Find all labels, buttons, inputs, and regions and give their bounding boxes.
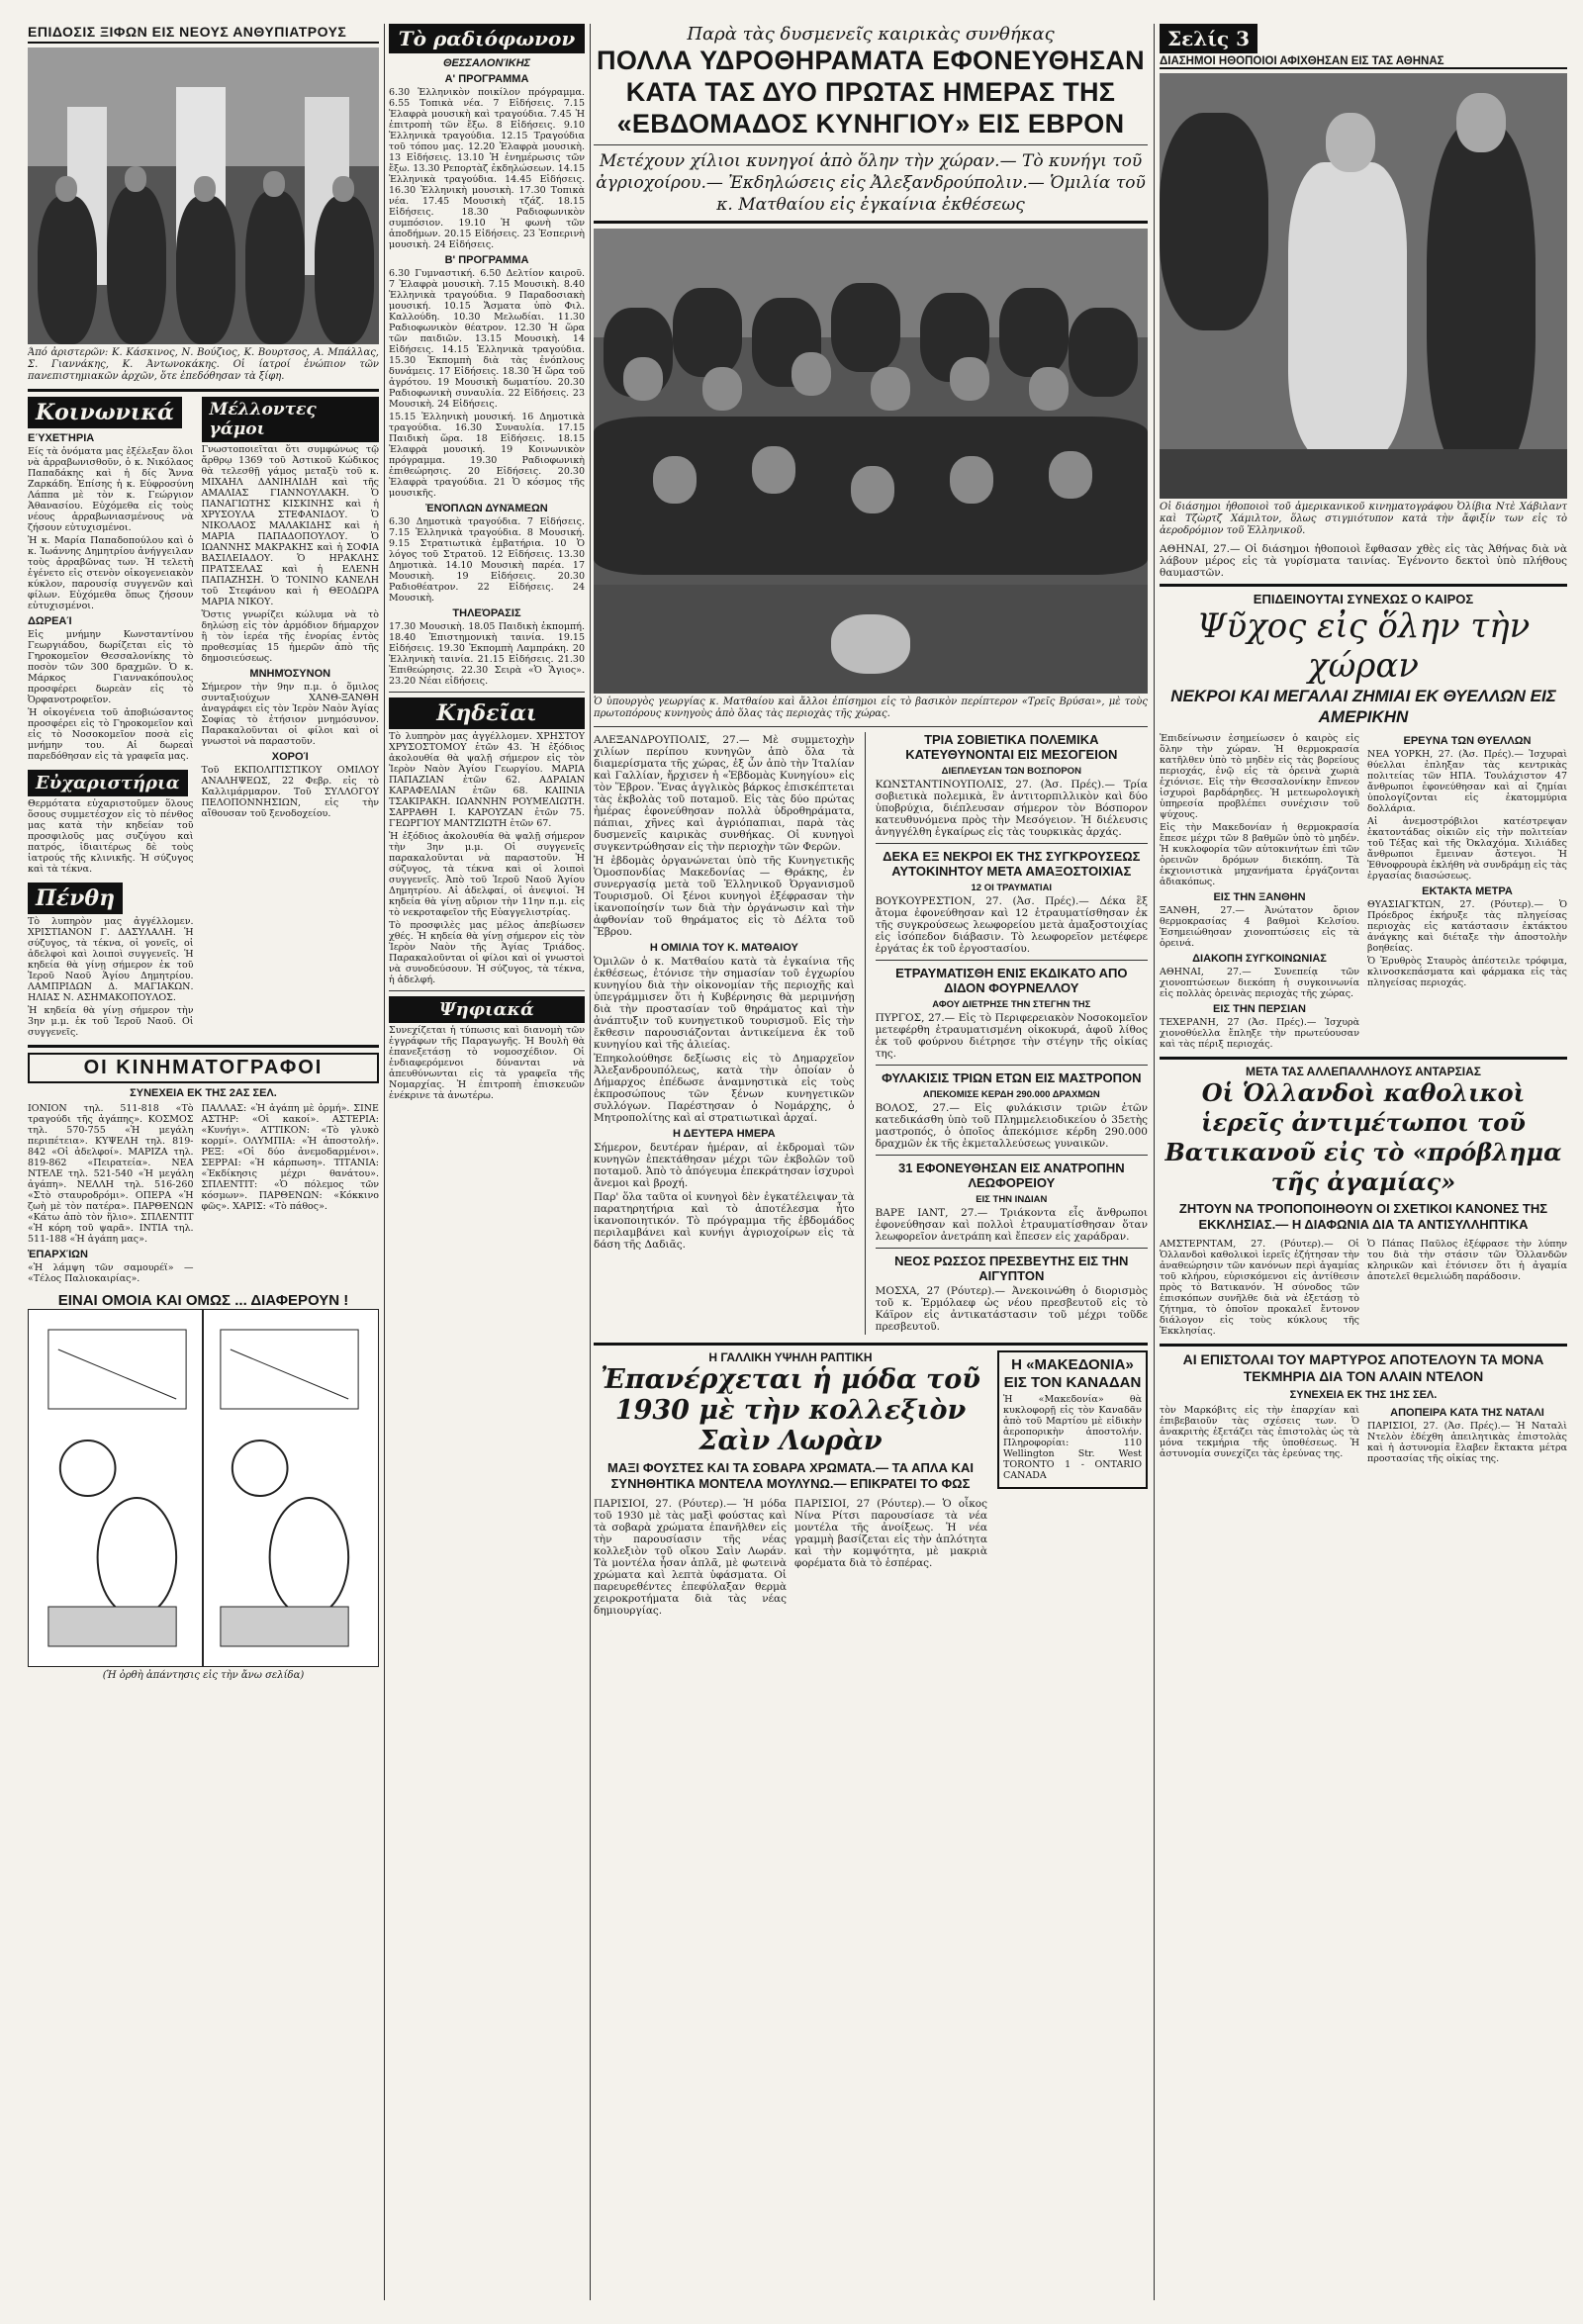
column-left: ΕΠΙΔΟΣΙΣ ΞΙΦΩΝ ΕΙΣ ΝΕΟΥΣ ΑΝΘΥΠΙΑΤΡΟΥΣ Άπό ἀριστερῶν: Κ. Κάσκινος, Ν. Βούζιος, Κ. Βουρτσος, Α. Μπάλλας, Σ. Γιαννάκης, Κ. Άντωνοκάκης. Οἱ ίατροί ἐνώπιον τῶν πανεπιστημιακῶν ἀρχῶν, ὅτε ἐπεδόθησαν τὰ ξίφη. Κοινωνικά ΕΎΧΕΤΉΡΙΑ Είς τὰ ὀνόματα μας ἐξέλεξαν ὅλοι νὰ ἀρραβωνισθοῦν, ὁ κ. Νικόλαος Παπαδάκης καὶ ἡ δίς Ἄννα Ζαρκάδη. Ἐπίσης ἡ κ. Εὐφροσύνη Λάππα μὲ τὸν κ. Γεώργιον Ἀθανασίου. Εὐχόμεθα εἰς τοὺς νέους ἀρραβωνιασμένους νὰ ζήσουν εὐτυχισμένοι. Ἡ κ. Μαρία Παπαδοπούλου καὶ ὁ κ. Ἰωάννης Δημητρίου ἀνήγγειλαν τοὺς ἀρραβῶνας των. Ἡ τελετὴ ἐγένετο εἰς στενὸν οἰκογενειακὸν κύκλον, παρουσίᾳ συγγενῶν καὶ φίλων. Εὐχόμεθα ὅπως ζήσουν εὐτυχισμένοι. ΔΩΡΕΑΊ Εἰς μνήμην Κωνσταντίνου Γεωργιάδου, δωρίζεται εἰς τὸ Γηροκομεῖον Θεσσαλονίκης τὸ ποσὸν τῶν 300 δραχμῶν. Ὁ κ. Μάρκος Γιαννακόπουλος προσφέρει δωρεὰν εἰς τὸ Ὀρφανοτροφεῖον. Ἡ οἰκογένεια τοῦ ἀποβιώσαντος προσφέρει εἰς τὸ Γηροκομεῖον καὶ εἰς τὸ Νοσοκομεῖον ποσὰ εἰς μνήμην του. Αἱ δωρεαὶ παρεδόθησαν εἰς τὰ γραφεῖα μας. Εὐχαριστήρια Θερμότατα εὐχαριστοῦμεν ὅλους ὅσους συμμετέσχον εἰς τὸ πένθος μας κατὰ τὴν κηδείαν τοῦ προσφιλοῦς μας συζύγου καὶ πατρός, ἰδιαιτέρως δὲ τοὺς ἰατρούς τῆς κλινικῆς. Ἡ σύζυγος καὶ τὰ τέκνα. Πένθη Τὸ λυπηρὸν μας ἀγγέλλομεν. ΧΡΙΣΤΙΑΝΟΝ Γ. ΔΑΣΥΛΑΛΗ. Ἡ σύζυγος, τὰ τέκνα, οἱ γονεῖς, οἱ ἀδελφοὶ καὶ λοιποὶ συγγενεῖς. Ἡ κηδεία θὰ γίνῃ σήμερον ἐκ τοῦ Ἱεροῦ Ναοῦ Ἁγίου Δημητρίου. ΛΑΜΠΡΙΔΩΝ Δ. ΜΑΓΙΑΚΩΝ. ΗΛΙΑΣ Ν. ΑΣΗΜΑΚΟΠΟΥΛΟΣ. Ἡ κηδεία θὰ γίνῃ σήμερον τὴν 3ην μ.μ. ἐκ τοῦ Ἱεροῦ Ναοῦ. Οἱ συγγενεῖς. Μέλλοντες γάμοι Γνωστοποιεῖται ὅτι συμφώνως τῷ ἄρθρῳ 1369 τοῦ Ἀστικοῦ Κώδικος θὰ τελεσθῇ γάμος μεταξὺ τοῦ κ. ΜΙΧΑΗΛ ΔΑΝΙΗΛΙΔΗ καὶ τῆς ΑΜΑΛΙΑΣ ΓΙΑΝΝΟΥΛΑΚΗ. Ὁ ΠΑΝΑΓΙΩΤΗΣ ΚΙΣΚΙΝΗΣ καὶ ἡ ΧΡΥΣΟΥΛΑ ΣΤΕΦΑΝΙΔΟΥ. Ὁ ΝΙΚΟΛΑΟΣ ΜΑΛΑΚΙΔΗΣ καὶ ἡ ΜΑΡΙΑ ΠΑΠΑΔΟΠΟΥΛΟΥ. Ὁ ΙΩΑΝΝΗΣ ΜΑΚΡΑΚΗΣ καὶ ἡ ΣΟΦΙΑ ΒΑΣΙΛΕΙΑΔΟΥ. Ὁ ΗΡΑΚΛΗΣ ΠΡΑΤΣΕΛΑΣ καὶ ἡ ΕΛΕΝΗ ΠΑΠΑΖΗΣΗ. Ὁ ΤΟΝΙΝΟ ΚΑΝΕΛΗ τοῦ Στεφάνου καὶ ἡ ΘΕΟΔΩΡΑ ΜΑΡΙΑ ΝΙΚΟΥ. Ὅστις γνωρίζει κώλυμα νὰ τὸ δηλώσῃ εἰς τὸν ἁρμόδιον δήμαρχον ἢ τὸν ἱερέα τῆς ἐνορίας ἐντὸς προθεσμίας 15 ἡμερῶν ἀπὸ τῆς δημοσιεύσεως. ΜΝΗΜΌΣΥΝΟΝ Σήμερον τὴν 9ην π.μ. ὁ ὅμιλος συνταξιούχων ΧΑΝΘ-ΞΑΝΘΗ ἀναγράφει εἰς τὸν Ἱερὸν Ναὸν Ἁγίας Σοφίας τὸ ἐτήσιον μνημόσυνον. Παρακαλοῦνται οἱ φίλοι καὶ οἱ γνωστοὶ νὰ παραστοῦν. ΧΟΡΟΊ Τοῦ ΕΚΠΟΛΙΤΙΣΤΙΚΟΥ ΟΜΙΛΟΥ ΑΝΑΛΗΨΕΩΣ, 22 Φεβρ. εἰς τὸ Καλλιμάρμαρον. Τοῦ ΣΥΛΛΟΓΟΥ ΠΕΛΟΠΟΝΝΗΣΙΩΝ, εἰς τὴν αἴθουσαν τοῦ ξενοδοχείου. ΟΙ ΚΙΝΗΜΑΤΟΓΡΑΦΟΙ ΣΥΝΕΧΕΙΑ ΕΚ ΤΗΣ 2ΑΣ ΣΕΛ. ΙΟΝΙΟΝ τηλ. 511-818 «Τὸ τραγούδι τῆς ἀγάπης». ΚΟΣΜΟΣ τηλ. 570-755 «Ἡ μεγάλη περιπέτεια». ΚΥΨΕΛΗ τηλ. 819-842 «Οἱ ἀδελφοί». ΜΑΡΙΖΑ τηλ. 819-862 «Πειρατεία». ΝΕΑ ΝΤΕΛΕ τηλ. 521-540 «Ἡ μεγάλη ἀγάπη». ΝΕΛΛΗ τηλ. 516-260 «Στὸ σταυροδρόμι». ΟΠΕΡΑ «Ἡ ζωὴ μὲ τὸν πατέρα». ΠΑΡΘΕΝΩΝ «Κάτω ἀπὸ τὸν ἥλιο». ΣΠΛΕΝΤΙΤ «Ἡ κόρη τοῦ ψαρᾶ». ΙΝΤΙΑ τηλ. 511-188 «Ἡ ἀγάπη μας». ἘΠΑΡΧΊΩΝ «Ἡ λάμψη τῶν σαμουρέϊ» — «Τέλος Παλιοκαιρίας». ΠΑΛΛΑΣ: «Ἡ ἀγάπη μὲ ὁρμή». ΣΙΝΕ ΑΣΤΗΡ: «Οἱ κακοί». ΑΣΤΕΡΙΑ: «Κυνήγι». ΑΤΤΙΚΟΝ: «Τὸ γλυκὸ κορμί». ΟΛΥΜΠΙΑ: «Ἡ ἀποστολή». ΡΕΞ: «Οἱ δύο ἀνεμοδαρμένοι». ΣΕΡΡΑΙ: «Ἡ κάρπωση». ΤΙΤΑΝΙΑ: «Ἐκδίκησις μέχρι θανάτου». ΣΠΛΕΝΤΙΤ: «Ὁ πόλεμος τῶν κόσμων». ΠΑΡΘΕΝΩΝ: «Κόκκινο φῶς». ΧΑΡΙΣ: «Τὸ πάθος». ΕΙΝΑΙ ΟΜΟΙΑ ΚΑΙ ΟΜΩΣ ... ΔΙΑΦΕΡΟΥΝ ! (Ἡ ὀρθὴ ἀπάντησις εἰς τὴν ἄνω σελίδα)	[28, 24, 379, 1681]
headline-fashion: Ἐπανέρχεται ἡ μόδα τοῦ 1930 μὲ τὴν κολλεξιὸν Σαὶν Λωρὰν	[601, 1364, 980, 1456]
program-a-text: 6.30 Ἑλληνικὸν ποικίλον πρόγραμμα. 6.55 Τοπικὰ νέα. 7 Εἰδήσεις. 7.15 Ἐλαφρὰ μουσικὴ καὶ τραγούδια. 7.45 Ἡ ἐπιτροπὴ τῶν ἔξω. 8 Εἰδήσεις. 9.10 Ἑλληνικὰ τραγούδια. 12.15 Τραγούδια τοῦ τόπου μας. 12.20 Ἐλαφρὰ μουσικὴ. 13 Εἰδήσεις. 13.10 Ἡ ἐνημέρωσις τῶν ἔξω. 13.30 Ρεπορτὰζ ἐκδηλώσεων. 14.15 Ἑλληνικὰ τραγούδια. 14.45 Εἰδήσεις. 16.30 Ἑλληνικὴ μουσικὴ. 17.30 Τοπικὰ νέα. 17.45 Μουσικὴ τζάζ. 18.15 Εἰδήσεις. 18.30 Ραδιοφωνικὸν συμπόσιον. 19.10 Ἡ φωνὴ τῶν ἀποδήμων. 20.15 Εἰδήσεις. 23 Ἐσπερινὴ μουσικὴ. 24 Εἰδήσεις.	[389, 87, 585, 250]
subhead-profits: ΑΠΕΚΟΜΙΣΕ ΚΕΡΔΗ 290.000 ΔΡΑΧΜΩΝ	[922, 1089, 1100, 1100]
headline-hunting: ΠΟΛΛΑ ΥΔΡΟΘΗΡΑΜΑΤΑ ΕΦΟΝΕΥΘΗΣΑΝ ΚΑΤΑ ΤΑΣ ΔΥΟ ΠΡΩΤΑΣ ΗΜΕΡΑΣ ΤΗΣ «ΕΒΔΟΜΑΔΟΣ ΚΥΝΗΓΙΟΥ» ΕΙΣ ΕΒΡΟΝ	[597, 46, 1145, 139]
cartoon-title: ΕΙΝΑΙ ΟΜΟΙΑ ΚΑΙ ΟΜΩΣ ... ΔΙΑΦΕΡΟΥΝ !	[57, 1292, 349, 1309]
kicker-hunting: Παρὰ τὰς δυσμενεῖς καιρικὰς συνθήκας	[687, 24, 1055, 45]
speech-text: Ὁμιλῶν ὁ κ. Ματθαίου κατὰ τὰ ἐγκαίνια τῆς ἐκθέσεως, ἐτόνισε τὴν σημασίαν τοῦ ἐγχωρίου κυνηγίου διὰ τὴν οἰκονομίαν τῆς περιοχῆς καὶ ὑπεγράμμισεν ὅτι ἡ Κυβέρνησις θὰ μεριμνήσῃ διὰ τὴν προστασίαν τοῦ θηράματος καὶ τὴν ἀνάπτυξιν τοῦ κυνηγετικοῦ τουρισμοῦ. Εἰς τὴν ἔκθεσιν παρουσιάζονται ἀντικείμενα ἐκ τοῦ κυνηγίου καὶ τῆς ἁλιείας.	[594, 956, 855, 1051]
section-title-thanks: Εὐχαριστήρια	[28, 770, 188, 796]
section-title-radio: Τὸ ραδιόφωνον	[389, 24, 585, 53]
actors-text: ΑΘΗΝΑΙ, 27.— Οἱ διάσημοι ἠθοποιοὶ ἔφθασαν χθὲς εἰς τὰς Ἀθήνας διὰ νὰ λάβουν μέρος εἰς τὰ γυρίσματα ταινίας. Ἐγένοντο δεκτοὶ ὑπὸ πλήθους θαυμαστῶν.	[1160, 543, 1567, 579]
headline-oven-stone: ΕΤΡΑΥΜΑΤΙΣΘΗ ΕΝΙΣ ΕΚΔΙΚΑΤΟ ΑΠΟ ΔΙΔΟΝ ΦΟΥΡΝΕΛΛΟΥ	[895, 966, 1128, 995]
section-title-social: Κοινωνικά	[28, 397, 182, 428]
subhead-roof: ΑΦΟΥ ΔΙΕΤΡΗΣΕ ΤΗΝ ΣΤΕΓΗΝ ΤΗΣ	[932, 999, 1091, 1010]
second-day-text: Σήμερον, δευτέραν ἡμέραν, αἱ ἐκδρομαὶ τῶν κυνηγῶν ἐπεκτάθησαν μέχρι τῶν ἐκβολῶν τοῦ ποταμοῦ. Ἀπὸ τὸ ἀπόγευμα ἐπεκράτησαν ἰσχυροὶ ἄνεμοι καὶ βροχή.	[594, 1142, 855, 1189]
headline-train-crash: ΔΕΚΑ ΕΞ ΝΕΚΡΟΙ ΕΚ ΤΗΣ ΣΥΓΚΡΟΥΣΕΩΣ ΑΥΤΟΚΙΝΗΤΟΥ ΜΕΤΑ ΑΜΑΞΟΣΤΟΙΧΙΑΣ	[883, 849, 1141, 879]
thanks-text: Θερμότατα εὐχαριστοῦμεν ὅλους ὅσους συμμετέσχον εἰς τὸ πένθος μας κατὰ τὴν κηδείαν τοῦ προσφιλοῦς μας συζύγου καὶ πατρός, ἰδιαιτέρως δὲ τοὺς ἰατρούς τῆς κλινικῆς. Ἡ σύζυγος καὶ τὰ τέκνα.	[28, 798, 194, 875]
column-radio: Τὸ ραδιόφωνον ΘΕΣΣΑΛΟΝΊΚΗΣ Α' ΠΡΟΓΡΑΜΜΑ 6.30 Ἑλληνικὸν ποικίλον πρόγραμμα. 6.55 Τοπικὰ νέα. 7 Εἰδήσεις. 7.15 Ἐλαφρὰ μουσικὴ καὶ τραγούδια. 7.45 Ἡ ἐπιτροπὴ τῶν ἔξω. 8 Εἰδήσεις. 9.10 Ἑλληνικὰ τραγούδια. 12.15 Τραγούδια τοῦ τόπου μας. 12.20 Ἐλαφρὰ μουσικὴ. 13 Εἰδήσεις. 13.10 Ἡ ἐνημέρωσις τῶν ἔξω. 13.30 Ρεπορτὰζ ἐκδηλώσεων. 14.15 Ἑλληνικὰ τραγούδια. 14.45 Εἰδήσεις. 16.30 Ἑλληνικὴ μουσικὴ. 17.30 Τοπικὰ νέα. 17.45 Μουσικὴ τζάζ. 18.15 Εἰδήσεις. 18.30 Ραδιοφωνικὸν συμπόσιον. 19.10 Ἡ φωνὴ τῶν ἀποδήμων. 20.15 Εἰδήσεις. 23 Ἐσπερινὴ μουσικὴ. 24 Εἰδήσεις. Β' ΠΡΟΓΡΑΜΜΑ 6.30 Γυμναστική. 6.50 Δελτίον καιροῦ. 7 Ἐλαφρὰ μουσικὴ. 7.15 Μουσικὴ. 8.40 Ἑλληνικὰ τραγούδια. 9 Παραδοσιακὴ μουσική. 10.15 Ἄσματα ὑπὸ Φιλ. Καλλούδη. 10.30 Μελωδίαι. 11.30 Ραδιοφωνικὸν θέατρον. 12.30 Ἡ ὥρα τῶν παιδιῶν. 13.15 Μουσικὴ. 14 Εἰδήσεις. 14.15 Ἑλληνικὰ τραγούδια. 15.30 Ἐκπομπὴ διὰ τὰς ἐνόπλους δυνάμεις. 17 Εἰδήσεις. 18.30 Ἡ ὥρα τοῦ ἀγρότου. 19 Μουσικὴ δωματίου. 20.30 Ραδιοφωνικὴ συναυλία. 22 Εἰδήσεις. 23 Μουσικὴ. 24 Εἰδήσεις. 15.15 Ἑλληνικὴ μουσική. 16 Δημοτικὰ τραγούδια. 16.30 Συναυλία. 17.15 Παιδικὴ ὥρα. 18 Εἰδήσεις. 18.15 Ἑλαφρὰ μουσική. 19 Κοινωνικὸν πρόγραμμα. 19.30 Ραδιοφωνικὴ ἐπιθεώρησις. 20 Εἰδήσεις. 20.30 Ἐλαφρὰ τραγούδια. 21 Ὁ κόσμος τῆς μουσικῆς. ἘΝΌΠΛΩΝ ΔΥΝΆΜΕΩΝ 6.30 Δημοτικὰ τραγούδια. 7 Εἰδήσεις. 7.15 Ἑλληνικὰ τραγούδια. 8 Μουσική. 9.15 Στρατιωτικὰ ἐμβατήρια. 10 Ὁ λόγος τοῦ Στρατοῦ. 12 Εἰδήσεις. 13.30 Δημοτικὰ. 14.10 Μουσικὴ παρέα. 17 Μουσικὴ. 19 Εἰδήσεις. 20.30 Ραδιοθέατρον. 22 Εἰδήσεις. 24 Μουσικὴ. ΤΗΛΕΌΡΑΣΙΣ 17.30 Μουσικὴ. 18.05 Παιδικὴ ἐκπομπή. 18.40 Ἐπιστημονικὴ ταινία. 19.15 Εἰδήσεις. 19.30 Ἐκπομπὴ Λαμπράκη. 20 Ἑλληνικὴ ταινία. 21.15 Εἰδήσεις. 21.30 Ἐπιθεώρησις. 22.30 Σειρὰ «Ὁ Ἅγιος». 23.20 Νέαι εἰδήσεις. Κηδεῖαι Τὸ λυπηρὸν μας ἀγγέλλομεν. ΧΡΗΣΤΟΥ ΧΡΥΣΟΣΤΟΜΟΥ ἐτῶν 43. Ἡ ἐξόδιος ἀκολουθία θὰ ψαλῇ σήμερον εἰς τὸν Ἱερὸν Ναὸν Ἁγίου Γεωργίου. ΜΑΡΙΑ ΠΑΠΑΖΙΑΝ ἐτῶν 62. ΑΔΡΑΙΑΝ ΚΑΡΑΦΕΛΙΑΝ ἐτῶν 68. ΚΑΙΙΝΙΑ ΤΣΑΚΙΡΑΚΗ. ΙΩΑΝΝΗΝ ΡΟΥΜΕΛΙΩΤΗ. ΣΑΡΡΑΘΗ Ι. ΚΑΡΟΥΖΑΝ ἐτῶν 75. ΓΕΩΡΓΙΟΥ ΜΑΝΤΖΙΩΤΗ ἐτῶν 67. Ἡ ἐξόδιος ἀκολουθία θὰ ψαλῇ σήμερον τὴν 3ην μ.μ. Οἱ συγγενεῖς παρακαλοῦνται νὰ παραστοῦν. Ἡ σύζυγος, τὰ τέκνα καὶ οἱ λοιποὶ συγγενεῖς. Ἀπὸ τοῦ Ἱεροῦ Ναοῦ Ἁγίου Δημητρίου. Αἱ ἀδελφαί, οἱ ἀνεψιοί. Ἡ κηδεία θὰ γίνῃ αὔριον τὴν 11ην π.μ. εἰς τὸ νεκροταφεῖον τῆς Εὐαγγελιστρίας. Τὸ προσφιλὲς μας μέλος ἀπεβίωσεν χθές. Ἡ κηδεία θὰ γίνῃ σήμερον εἰς τὸν Ἱερὸν Ναὸν τῆς Ἁγίας Τριάδος. Παρακαλοῦνται οἱ φίλοι καὶ οἱ γνωστοὶ νὰ συνοδεύσουν. Ἡ σύζυγος, τὰ τέκνα, ἡ ἀδελφή. Ψηφιακά Συνεχίζεται ἡ τύπωσις καὶ διανομὴ τῶν ἐγγράφων τῆς Παραγωγῆς. Ἡ Βουλὴ θὰ ἐπανεξετάσῃ τὸ νομοσχέδιον. Οἱ ἐνδιαφερόμενοι δύνανται νὰ ἀπευθύνωνται εἰς τὰ γραφεῖα τῆς Νομαρχίας. Ἡ ἐπιτροπὴ ἐπισκευῶν ἐνέκρινε τὰ ἀνωτέρω.	[389, 24, 585, 2300]
column-rule	[590, 24, 591, 2300]
funerals-text: Τὸ λυπηρὸν μας ἀγγέλλομεν. ΧΡΗΣΤΟΥ ΧΡΥΣΟΣΤΟΜΟΥ ἐτῶν 43. Ἡ ἐξόδιος ἀκολουθία θὰ ψαλῇ σήμερον εἰς τὸν Ἱερὸν Ναὸν Ἁγίου Γεωργίου. ΜΑΡΙΑ ΠΑΠΑΖΙΑΝ ἐτῶν 62. ΑΔΡΑΙΑΝ ΚΑΡΑΦΕΛΙΑΝ ἐτῶν 68. ΚΑΙΙΝΙΑ ΤΣΑΚΙΡΑΚΗ. ΙΩΑΝΝΗΝ ΡΟΥΜΕΛΙΩΤΗ. ΣΑΡΡΑΘΗ Ι. ΚΑΡΟΥΖΑΝ ἐτῶν 75. ΓΕΩΡΓΙΟΥ ΜΑΝΤΖΙΩΤΗ ἐτῶν 67.	[389, 731, 585, 829]
oven-stone-text: ΠΥΡΓΟΣ, 27.— Εἰς τὸ Περιφερειακὸν Νοσοκομεῖον μετεφέρθη ἐτραυματισμένη οἰκοκυρά, ἀφοῦ λίθος ἐκ τοῦ φούρνου διέτρησε τὴν στέγην τῆς οἰκίας της.	[875, 1012, 1148, 1060]
deck-fashion: ΜΑΞΙ ΦΟΥΣΤΕΣ ΚΑΙ ΤΑ ΣΟΒΑΡΑ ΧΡΩΜΑΤΑ.— ΤΑ ΑΠΛΑ ΚΑΙ ΣΥΝΗΘΗΤΙΚΑ ΜΟΝΤΕΛΑ ΜΟΥΛΥΝΩ.— ΕΠΙΚΡΑΤΕΙ ΤΟ ΦΩΣ	[607, 1460, 974, 1491]
photo-caption-hunters: Ὁ ὑπουργὸς γεωργίας κ. Ματθαίου καὶ ἄλλοι ἐπίσημοι εἰς τὸ βασικὸν περίπτερον «Τρεῖς Βρύσαι», μὲ τοὺς πρωτοπόρους κυνηγοὺς ἀπὸ ὅλας τὰς περιοχὰς τῆς χώρας.	[594, 697, 1148, 719]
subhead-wishes: ΕΎΧΕΤΉΡΙΑ	[28, 432, 95, 444]
deck-dutch-priests: ΖΗΤΟΥΝ ΝΑ ΤΡΟΠΟΠΟΙΗΘΟΥΝ ΟΙ ΣΧΕΤΙΚΟΙ ΚΑΝΟΝΕΣ ΤΗΣ ΕΚΚΛΗΣΙΑΣ.— Η ΔΙΑΦΩΝΙΑ ΔΙΑ ΤΑ ΑΝΤΙΣΥΛΛΗΠΤΙΚΑ	[1178, 1201, 1548, 1232]
program-a-title: Α' ΠΡΟΓΡΑΜΜΑ	[444, 73, 529, 85]
photo-doctors	[28, 47, 379, 344]
storm-text: ΝΕΑ ΥΟΡΚΗ, 27. (Ἀσ. Πρές).— Ἰσχυραὶ θύελλαι ἐπληξαν τὰς κεντρικὰς πολιτείας τῶν ΗΠΑ. Τουλάχιστον 47 ἄνθρωποι ἐφονεύθησαν καὶ αἱ ζημίαι ὑπολογίζονται εἰς ἑκατομμύρια δολλάρια.	[1367, 749, 1567, 814]
subhead-dances: ΧΟΡΟΊ	[271, 751, 309, 763]
headline-soviet-ships: ΤΡΙΑ ΣΟΒΙΕΤΙΚΑ ΠΟΛΕΜΙΚΑ ΚΑΤΕΥΘΥΝΟΝΤΑΙ ΕΙΣ ΜΕΣΟΓΕΙΟΝ	[905, 732, 1118, 762]
headline-pimp-sentenced: ΦΥΛΑΚΙΣΙΣ ΤΡΙΩΝ ΕΤΩΝ ΕΙΣ ΜΑΣΤΡΟΠΟΝ	[882, 1070, 1142, 1085]
photo-actors	[1160, 73, 1567, 499]
fashion-text-2: ΠΑΡΙΣΙΟΙ, 27 (Ρόυτερ).— Ὁ οἶκος Νίνα Ρίτσι παρουσίασε τὰ νέα μοντέλα τῆς ἀνοίξεως. Ἡ νέα γραμμὴ βασίζεται εἰς τὴν ἁπλότητα καὶ τὴν κομψότητα, μὲ μακριὰ φορέματα διὰ τὸ ἑσπέρας.	[794, 1498, 987, 1569]
donations-text: Εἰς μνήμην Κωνσταντίνου Γεωργιάδου, δωρίζεται εἰς τὸ Γηροκομεῖον Θεσσαλονίκης τὸ ποσὸν τῶν 300 δραχμῶν. Ὁ κ. Μάρκος Γιαννακόπουλος προσφέρει δωρεὰν εἰς τὸ Ὀρφανοτροφεῖον.	[28, 629, 194, 705]
headline-makedonia-canada: Η «ΜΑΚΕΔΟΝΙΑ» ΕΙΣ ΤΟΝ ΚΑΝΑΔΑΝ	[1003, 1356, 1142, 1391]
headline-martyr-letters: ΑΙ ΕΠΙΣΤΟΛΑΙ ΤΟΥ ΜΑΡΤΥΡΟΣ ΑΠΟΤΕΛΟΥΝ ΤΑ ΜΟΝΑ ΤΕΚΜΗΡΙΑ ΔΙΑ ΤΟΝ ΑΛΑΙΝ ΝΤΕΛΟΝ	[1182, 1351, 1544, 1384]
deck-weather: ΝΕΚΡΟΙ ΚΑΙ ΜΕΓΑΛΑΙ ΖΗΜΙΑΙ ΕΚ ΘΥΕΛΛΩΝ ΕΙΣ ΑΜΕΡΙΚΗΝ	[1170, 687, 1556, 726]
subhead-india: ΕΙΣ ΤΗΝ ΙΝΔΙΑΝ	[976, 1194, 1048, 1205]
wishes-text: Είς τὰ ὀνόματα μας ἐξέλεξαν ὅλοι νὰ ἀρραβωνισθοῦν, ὁ κ. Νικόλαος Παπαδάκης καὶ ἡ δίς Ἄννα Ζαρκάδη. Ἐπίσης ἡ κ. Εὐφροσύνη Λάππα μὲ τὸν κ. Γεώργιον Ἀθανασίου. Εὐχόμεθα εἰς τοὺς νέους ἀρραβωνιασμένους νὰ ζήσουν εὐτυχισμένοι.	[28, 446, 194, 533]
column-rule	[1154, 24, 1155, 2300]
dutch-priests-text: ΑΜΣΤΕΡΝΤΑΜ, 27. (Ρόυτερ).— Οἱ Ὁλλανδοὶ καθολικοὶ ἱερεῖς ἐζήτησαν τὴν ἀναθεώρησιν τῶν κανόνων περὶ ἀγαμίας τοῦ κλήρου, εὑρισκόμενοι εἰς ἀντίθεσιν πρὸς τὸ Βατικανόν. Ἡ σύνοδος τῶν ἐπισκόπων συνῆλθε διὰ νὰ ἐξετάσῃ τὸ ζήτημα, τὸ ὁποῖον προκαλεῖ ἔντονον διάλογον εἰς τοὺς κύκλους τῆς Ἐκκλησίας.	[1160, 1239, 1359, 1337]
column-right: Σελίς 3 ΔΙΑΣΗΜΟΙ ΗΘΟΠΟΙΟΙ ΑΦΙΧΘΗΣΑΝ ΕΙΣ ΤΑΣ ΑΘΗΝΑΣ Οἱ διάσημοι ἠθοποιοὶ τοῦ ἀμερικανικοῦ κινηματογράφου Ὀλίβια Ντὲ Χάβιλαντ καὶ Τζὼρτζ Χάμιλτον, ὅλως στιγμιότυπον κατὰ τὴν ἄφιξίν των εἰς τὸ ἀεροδρόμιον τοῦ Ἑλληνικοῦ. ΑΘΗΝΑΙ, 27.— Οἱ διάσημοι ἠθοποιοὶ ἔφθασαν χθὲς εἰς τὰς Ἀθήνας διὰ νὰ λάβουν μέρος εἰς τὰ γυρίσματα ταινίας. Ἐγένοντο δεκτοὶ ὑπὸ πλήθους θαυμαστῶν. ΕΠΙΔΕΙΝΟΥΤΑΙ ΣΥΝΕΧΩΣ Ο ΚΑΙΡΟΣ Ψῦχος εἰς ὅλην τὴν χώραν ΝΕΚΡΟΙ ΚΑΙ ΜΕΓΑΛΑΙ ΖΗΜΙΑΙ ΕΚ ΘΥΕΛΛΩΝ ΕΙΣ ΑΜΕΡΙΚΗΝ Ἐπιδείνωσιν ἐσημείωσεν ὁ καιρὸς εἰς ὅλην τὴν χώραν. Ἡ θερμοκρασία κατῆλθεν ὑπὸ τὸ μηδὲν εἰς τὰς βορείους περιοχάς, ἐνῷ εἰς τὰ ὀρεινὰ χωριὰ ἐχιόνισε. Εἰς τὴν Θεσσαλονίκην ἔπνεον ἰσχυροὶ βαρδάρηδες. Ἡ μετεωρολογικὴ ὑπηρεσία προβλέπει συνέχισιν τοῦ ψύχους. Εἰς τὴν Μακεδονίαν ἡ θερμοκρασία ἔπεσε μέχρι τῶν 8 βαθμῶν ὑπὸ τὸ μηδέν. Ἡ κυκλοφορία τῶν αὐτοκινήτων ἐπὶ τῶν ὀρεινῶν δρόμων διεκόπη. Τὰ ἐκχιονιστικὰ μηχανήματα ἐργάζονται ἀδιακόπως. ΕΙΣ ΤΗΝ ΞΑΝΘΗΝ ΞΑΝΘΗ, 27.— Ἀνώτατον ὅριον θερμοκρασίας 4 βαθμοὶ Κελσίου. Ἐσημειώθησαν χιονοπτώσεις εἰς τὰ ὀρεινά. ΔΙΑΚΟΠΗ ΣΥΓΚΟΙΝΩΝΙΑΣ ΑΘΗΝΑΙ, 27.— Συνεπείᾳ τῶν χιονοπτώσεων διεκόπη ἡ συγκοινωνία εἰς πολλὰς ὀρεινὰς περιοχὰς τῆς χώρας. ΕΙΣ ΤΗΝ ΠΕΡΣΙΑΝ ΤΕΧΕΡΑΝΗ, 27 (Ἀσ. Πρές).— Ἰσχυρὰ χιονοθύελλα ἔπληξε τὴν πρωτεύουσαν καὶ τὰς πέριξ περιοχάς. ΕΡΕΥΝΑ ΤΩΝ ΘΥΕΛΛΩΝ ΝΕΑ ΥΟΡΚΗ, 27. (Ἀσ. Πρές).— Ἰσχυραὶ θύελλαι ἐπληξαν τὰς κεντρικὰς πολιτείας τῶν ΗΠΑ. Τουλάχιστον 47 ἄνθρωποι ἐφονεύθησαν καὶ αἱ ζημίαι ὑπολογίζονται εἰς ἑκατομμύρια δολλάρια. Αἱ ἀνεμοστρόβιλοι κατέστρεψαν ἑκατοντάδας οἰκιῶν εἰς τὴν πολιτείαν τοῦ Τέξας καὶ τῆς Ὀκλαχόμα. Χιλιάδες ἄνθρωποι ἔμειναν ἄστεγοι. Ἡ Ἐθνοφρουρὰ ἐκλήθη νὰ συνδράμῃ εἰς τὰς ἐργασίας διασώσεως. ΕΚΤΑΚΤΑ ΜΕΤΡΑ ΘΥΑΣΙΑΓΚΤΩΝ, 27. (Ρόυτερ).— Ὁ Πρόεδρος ἐκήρυξε τὰς πληγείσας περιοχὰς εἰς κατάστασιν ἐκτάκτου ἀνάγκης καὶ διέταξε τὴν ἀποστολὴν βοηθείας. Ὁ Ἐρυθρὸς Σταυρὸς ἀπέστειλε τρόφιμα, κλινοσκεπάσματα καὶ φάρμακα εἰς τὰς πληγείσας περιοχάς. ΜΕΤΑ ΤΑΣ ΑΛΛΕΠΑΛΛΗΛΟΥΣ ΑΝΤΑΡΣΙΑΣ Οἱ Ὁλλανδοὶ καθολικοὶ ἱερεῖς ἀντιμέτωποι τοῦ Βατικανοῦ εἰς τὸ «πρόβλημα τῆς ἀγαμίας» ΖΗΤΟΥΝ ΝΑ ΤΡΟΠΟΠΟΙΗΘΟΥΝ ΟΙ ΣΧΕΤΙΚΟΙ ΚΑΝΟΝΕΣ ΤΗΣ ΕΚΚΛΗΣΙΑΣ.— Η ΔΙΑΦΩΝΙΑ ΔΙΑ ΤΑ ΑΝΤΙΣΥΛΛΗΠΤΙΚΑ ΑΜΣΤΕΡΝΤΑΜ, 27. (Ρόυτερ).— Οἱ Ὁλλανδοὶ καθολικοὶ ἱερεῖς ἐζήτησαν τὴν ἀναθεώρησιν τῶν κανόνων περὶ ἀγαμίας τοῦ κλήρου, εὑρισκόμενοι εἰς ἀντίθεσιν πρὸς τὸ Βατικανόν. Ἡ σύνοδος τῶν ἐπισκόπων συνῆλθε διὰ νὰ ἐξετάσῃ τὸ ζήτημα, τὸ ὁποῖον προκαλεῖ ἔντονον διάλογον εἰς τοὺς κύκλους τῆς Ἐκκλησίας. Ὁ Πάπας Παῦλος ἐξέφρασε τὴν λύπην του διὰ τὴν στάσιν τῶν Ὁλλανδῶν κληρικῶν καὶ ἐτόνισεν ὅτι ἡ ἀγαμία ἀποτελεῖ θεμελιώδη παράδοσιν. ΑΙ ΕΠΙΣΤΟΛΑΙ ΤΟΥ ΜΑΡΤΥΡΟΣ ΑΠΟΤΕΛΟΥΝ ΤΑ ΜΟΝΑ ΤΕΚΜΗΡΙΑ ΔΙΑ ΤΟΝ ΑΛΑΙΝ ΝΤΕΛΟΝ ΣΥΝΕΧΕΙΑ ΕΚ ΤΗΣ 1ΗΣ ΣΕΛ. τὸν Μαρκόβιτς εἰς τὴν ἐπαρχίαν καὶ ἐπιβεβαιοῦν τὰς σχέσεις των. Ὁ ἀνακριτὴς ἐξετάζει τὰς ἐπιστολὰς ὡς τὰ μόνα τεκμήρια τῆς ὑποθέσεως. Ἡ ἀστυνομία συνεχίζει τὰς ἐρεύνας της. ΑΠΟΠΕΙΡΑ ΚΑΤΑ ΤΗΣ ΝΑΤΑΛΙ ΠΑΡΙΣΙΟΙ, 27. (Ἀσ. Πρές).— Ἡ Ναταλὶ Ντελὸν ἐδέχθη ἀπειλητικὰς ἐπιστολὰς καὶ ἡ ἀστυνομία ἔλαβεν ἔκτακτα μέτρα προστασίας τῆς οἰκίας της.	[1160, 24, 1567, 2300]
subhead-donations: ΔΩΡΕΑΊ	[28, 615, 72, 627]
tv-text: 17.30 Μουσικὴ. 18.05 Παιδικὴ ἐκπομπή. 18.40 Ἐπιστημονικὴ ταινία. 19.15 Εἰδήσεις. 19.30 Ἐκπομπὴ Λαμπράκη. 20 Ἑλληνικὴ ταινία. 21.15 Εἰδήσεις. 21.30 Ἐπιθεώρησις. 22.30 Σειρὰ «Ὁ Ἅγιος». 23.20 Νέαι εἰδήσεις.	[389, 621, 585, 687]
memorial-text: Σήμερον τὴν 9ην π.μ. ὁ ὅμιλος συνταξιούχων ΧΑΝΘ-ΞΑΝΘΗ ἀναγράφει εἰς τὸν Ἱερὸν Ναὸν Ἁγίας Σοφίας τὸ ἐτήσιον μνημόσυνον. Παρακαλοῦνται οἱ φίλοι καὶ οἱ γνωστοὶ νὰ παραστοῦν.	[201, 682, 379, 747]
subhead-memorial: ΜΝΗΜΌΣΥΝΟΝ	[249, 668, 331, 680]
section-title-funerals: Κηδεῖαι	[389, 697, 585, 729]
letters-continued: ΣΥΝΕΧΕΙΑ ΕΚ ΤΗΣ 1ΗΣ ΣΕΛ.	[1289, 1389, 1438, 1401]
subhead-emergency: ΕΚΤΑΚΤΑ ΜΕΤΡΑ	[1422, 885, 1513, 897]
photo-hunters	[594, 229, 1148, 694]
subhead-natalie: ΑΠΟΠΕΙΡΑ ΚΑΤΑ ΤΗΣ ΝΑΤΑΛΙ	[1390, 1407, 1544, 1419]
subhead-speech: Η ΟΜΙΛΙΑ ΤΟΥ Κ. ΜΑΤΘΑΙΟΥ	[649, 942, 798, 954]
subhead-xanthi: ΕΙΣ ΤΗΝ ΞΑΝΘΗΝ	[1213, 891, 1306, 903]
xanthi-text: ΞΑΝΘΗ, 27.— Ἀνώτατον ὅριον θερμοκρασίας 4 βαθμοὶ Κελσίου. Ἐσημειώθησαν χιονοπτώσεις εἰς τὰ ὀρεινά.	[1160, 905, 1359, 949]
tv-title: ΤΗΛΕΌΡΑΣΙΣ	[452, 607, 521, 619]
kicker-fashion: Η ΓΑΛΛΙΚΗ ΥΨΗΛΗ ΡΑΠΤΙΚΗ	[708, 1350, 873, 1364]
persia-text: ΤΕΧΕΡΑΝΗ, 27 (Ἀσ. Πρές).— Ἰσχυρὰ χιονοθύελλα ἔπληξε τὴν πρωτεύουσαν καὶ τὰς πέριξ περιοχάς.	[1160, 1017, 1359, 1050]
cinemas-continued: ΣΥΝΕΧΕΙΑ ΕΚ ΤΗΣ 2ΑΣ ΣΕΛ.	[130, 1087, 277, 1099]
cartoon-spot-the-difference	[28, 1309, 379, 1667]
headline-actors: ΔΙΑΣΗΜΟΙ ΗΘΟΠΟΙΟΙ ΑΦΙΧΘΗΣΑΝ ΕΙΣ ΤΑΣ ΑΘΗΝΑΣ	[1160, 55, 1567, 69]
weddings-text: Γνωστοποιεῖται ὅτι συμφώνως τῷ ἄρθρῳ 1369 τοῦ Ἀστικοῦ Κώδικος θὰ τελεσθῇ γάμος μεταξὺ τοῦ κ. ΜΙΧΑΗΛ ΔΑΝΙΗΛΙΔΗ καὶ τῆς ΑΜΑΛΙΑΣ ΓΙΑΝΝΟΥΛΑΚΗ. Ὁ ΠΑΝΑΓΙΩΤΗΣ ΚΙΣΚΙΝΗΣ καὶ ἡ ΧΡΥΣΟΥΛΑ ΣΤΕΦΑΝΙΔΟΥ. Ὁ ΝΙΚΟΛΑΟΣ ΜΑΛΑΚΙΔΗΣ καὶ ἡ ΜΑΡΙΑ ΠΑΠΑΔΟΠΟΥΛΟΥ. Ὁ ΙΩΑΝΝΗΣ ΜΑΚΡΑΚΗΣ καὶ ἡ ΣΟΦΙΑ ΒΑΣΙΛΕΙΑΔΟΥ. Ὁ ΗΡΑΚΛΗΣ ΠΡΑΤΣΕΛΑΣ καὶ ἡ ΕΛΕΝΗ ΠΑΠΑΖΗΣΗ. Ὁ ΤΟΝΙΝΟ ΚΑΝΕΛΗ τοῦ Στεφάνου καὶ ἡ ΘΕΟΔΩΡΑ ΜΑΡΙΑ ΝΙΚΟΥ.	[201, 444, 379, 607]
letters-text: τὸν Μαρκόβιτς εἰς τὴν ἐπαρχίαν καὶ ἐπιβεβαιοῦν τὰς σχέσεις των. Ὁ ἀνακριτὴς ἐξετάζει τὰς ἐπιστολὰς ὡς τὰ μόνα τεκμήρια τῆς ὑποθέσεως. Ἡ ἀστυνομία συνεχίζει τὰς ἐρεύνας της.	[1160, 1405, 1359, 1459]
section-title-cinemas: ΟΙ ΚΙΝΗΜΑΤΟΓΡΑΦΟΙ	[28, 1053, 379, 1083]
section-title-votes: Ψηφιακά	[389, 996, 585, 1023]
headline-bus-overturn: 31 ΕΦΟΝΕΥΘΗΣΑΝ ΕΙΣ ΑΝΑΤΡΟΠΗΝ ΛΕΩΦΟΡΕΙΟΥ	[897, 1161, 1125, 1190]
armed-forces-text: 6.30 Δημοτικὰ τραγούδια. 7 Εἰδήσεις. 7.15 Ἑλληνικὰ τραγούδια. 8 Μουσική. 9.15 Στρατιωτικὰ ἐμβατήρια. 10 Ὁ λόγος τοῦ Στρατοῦ. 12 Εἰδήσεις. 13.30 Δημοτικὰ. 14.10 Μουσικὴ παρέα. 17 Μουσικὴ. 19 Εἰδήσεις. 20.30 Ραδιοθέατρον. 22 Εἰδήσεις. 24 Μουσικὴ.	[389, 516, 585, 604]
headline-dutch-priests: Οἱ Ὁλλανδοὶ καθολικοὶ ἱερεῖς ἀντιμέτωποι τοῦ Βατικανοῦ εἰς τὸ «πρόβλημα τῆς ἀγαμίας»	[1164, 1078, 1562, 1196]
mourning-text: Τὸ λυπηρὸν μας ἀγγέλλομεν. ΧΡΙΣΤΙΑΝΟΝ Γ. ΔΑΣΥΛΑΛΗ. Ἡ σύζυγος, τὰ τέκνα, οἱ γονεῖς, οἱ ἀδελφοὶ καὶ λοιποὶ συγγενεῖς. Ἡ κηδεία θὰ γίνῃ σήμερον ἐκ τοῦ Ἱεροῦ Ναοῦ Ἁγίου Δημητρίου. ΛΑΜΠΡΙΔΩΝ Δ. ΜΑΓΙΑΚΩΝ. ΗΛΙΑΣ Ν. ΑΣΗΜΑΚΟΠΟΥΛΟΣ.	[28, 916, 194, 1003]
subhead-persia: ΕΙΣ ΤΗΝ ΠΕΡΣΙΑΝ	[1213, 1003, 1306, 1015]
hunting-story-text: ΑΛΕΞΑΝΔΡΟΥΠΟΛΙΣ, 27.— Μὲ συμμετοχὴν χιλίων περίπου κυνηγῶν ἀπὸ ὅλα τὰ διαμερίσματα τῆς χώρας, ἐξ ὧν ἀπὸ τὴν Ἰταλίαν καὶ Γαλλίαν, ἤρχισεν ἡ «Ἑβδομὰς Κυνηγίου» εἰς τὸν Ἕβρον. Ἕνας ἀγγλικὸς βάρκος ἐπισκέπτεται τὰς ἐκβολὰς τοῦ ποταμοῦ. Εἰς τὰς δύο πρώτας ἡμέρας ἐφονεύθησαν πολλὰ ὑδροθηράματα, πάπιαι, χῆνες καὶ ἀγριόπαπιαι, παρὰ τὰς δυσμενεῖς καιρικὰς συνθήκας. Οἱ κυνηγοὶ συγκεντρώθησαν εἰς τὴν περιοχὴν τῶν Φερῶν.	[594, 734, 855, 853]
armed-forces-title: ἘΝΌΠΛΩΝ ΔΥΝΆΜΕΩΝ	[425, 503, 548, 514]
page-number-badge: Σελίς 3	[1160, 24, 1257, 53]
photo-caption-actors: Οἱ διάσημοι ἠθοποιοὶ τοῦ ἀμερικανικοῦ κινηματογράφου Ὀλίβια Ντὲ Χάβιλαντ καὶ Τζὼρτζ Χάμιλτον, ὅλως στιγμιότυπον κατὰ τὴν ἄφιξίν των εἰς τὸ ἀεροδρόμιον τοῦ Ἑλληνικοῦ.	[1160, 502, 1567, 536]
communication-text: ΑΘΗΝΑΙ, 27.— Συνεπείᾳ τῶν χιονοπτώσεων διεκόπη ἡ συγκοινωνία εἰς πολλὰς ὀρεινὰς περιοχὰς τῆς χώρας.	[1160, 967, 1359, 999]
subhead-communication: ΔΙΑΚΟΠΗ ΣΥΓΚΟΙΝΩΝΙΑΣ	[1192, 953, 1327, 965]
votes-text: Συνεχίζεται ἡ τύπωσις καὶ διανομὴ τῶν ἐγγράφων τῆς Παραγωγῆς. Ἡ Βουλὴ θὰ ἐπανεξετάσῃ τὸ νομοσχέδιον. Οἱ ἐνδιαφερόμενοι δύνανται νὰ ἀπευθύνωνται εἰς τὰ γραφεῖα τῆς Νομαρχίας. Ἡ ἐπιτροπὴ ἐπισκευῶν ἐνέκρινε τὰ ἀνωτέρω.	[389, 1025, 585, 1101]
kicker-dutch-priests: ΜΕΤΑ ΤΑΣ ΑΛΛΕΠΑΛΛΗΛΟΥΣ ΑΝΤΑΡΣΙΑΣ	[1246, 1065, 1481, 1078]
natalie-text: ΠΑΡΙΣΙΟΙ, 27. (Ἀσ. Πρές).— Ἡ Ναταλὶ Ντελὸν ἐδέχθη ἀπειλητικὰς ἐπιστολὰς καὶ ἡ ἀστυνομία ἔλαβεν ἔκτακτα μέτρα προστασίας τῆς οἰκίας της.	[1367, 1421, 1567, 1464]
subhead-provinces: ἘΠΑΡΧΊΩΝ	[28, 1249, 88, 1260]
provinces-text: «Ἡ λάμψη τῶν σαμουρέϊ» — «Τέλος Παλιοκαιρίας».	[28, 1262, 194, 1284]
emergency-text: ΘΥΑΣΙΑΓΚΤΩΝ, 27. (Ρόυτερ).— Ὁ Πρόεδρος ἐκήρυξε τὰς πληγείσας περιοχὰς εἰς κατάστασιν ἐκτάκτου ἀνάγκης καὶ διέταξε τὴν ἀποστολὴν βοηθείας.	[1367, 899, 1567, 954]
dutch-priests-text-2: Ὁ Πάπας Παῦλος ἐξέφρασε τὴν λύπην του διὰ τὴν στάσιν τῶν Ὁλλανδῶν κληρικῶν καὶ ἐτόνισεν ὅτι ἡ ἀγαμία ἀποτελεῖ θεμελιώδη παράδοσιν.	[1367, 1239, 1567, 1282]
subhead-second-day: Η ΔΕΥΤΕΡΑ ΗΜΕΡΑ	[672, 1128, 776, 1140]
cinemas-text: ΙΟΝΙΟΝ τηλ. 511-818 «Τὸ τραγούδι τῆς ἀγάπης». ΚΟΣΜΟΣ τηλ. 570-755 «Ἡ μεγάλη περιπέτεια». ΚΥΨΕΛΗ τηλ. 819-842 «Οἱ ἀδελφοί». ΜΑΡΙΖΑ τηλ. 819-862 «Πειρατεία». ΝΕΑ ΝΤΕΛΕ τηλ. 521-540 «Ἡ μεγάλη ἀγάπη». ΝΕΛΛΗ τηλ. 516-260 «Στὸ σταυροδρόμι». ΟΠΕΡΑ «Ἡ ζωὴ μὲ τὸν πατέρα». ΠΑΡΘΕΝΩΝ «Κάτω ἀπὸ τὸν ἥλιο». ΣΠΛΕΝΤΙΤ «Ἡ κόρη τοῦ ψαρᾶ». ΙΝΤΙΑ τηλ. 511-188 «Ἡ ἀγάπη μας».	[28, 1103, 194, 1245]
weather-text: Ἐπιδείνωσιν ἐσημείωσεν ὁ καιρὸς εἰς ὅλην τὴν χώραν. Ἡ θερμοκρασία κατῆλθεν ὑπὸ τὸ μηδὲν εἰς τὰς βορείους περιοχάς, ἐνῷ εἰς τὰ ὀρεινὰ χωριὰ ἐχιόνισε. Εἰς τὴν Θεσσαλονίκην ἔπνεον ἰσχυροὶ βαρδάρηδες. Ἡ μετεωρολογικὴ ὑπηρεσία προβλέπει συνέχισιν τοῦ ψύχους.	[1160, 733, 1359, 820]
kicker-weather: ΕΠΙΔΕΙΝΟΥΤΑΙ ΣΥΝΕΧΩΣ Ο ΚΑΙΡΟΣ	[1253, 592, 1474, 606]
section-title-weddings: Μέλλοντες γάμοι	[202, 397, 379, 442]
bus-text: ΒΑΡΕ ΙΑΝΤ, 27.— Τριάκοντα εἷς ἄνθρωποι ἐφονεύθησαν καὶ πολλοὶ ἐτραυματίσθησαν ὅταν λεωφορεῖον ἀνετράπη καὶ ἔπεσεν εἰς χαράδραν.	[875, 1207, 1148, 1243]
soviet-ships-text: ΚΩΝΣΤΑΝΤΙΝΟΥΠΟΛΙΣ, 27. (Ἀσ. Πρές).— Τρία σοβιετικὰ πολεμικὰ, ἓν ἀντιτορπιλλικὸν καὶ δύο ὑποβρύχια, διέπλευσαν σήμερον τὸν Βόσπορον κατευθυνόμενα πρὸς τὴν Μεσόγειον. Ἡ διέλευσις ἀνηγγέλθη ἐγκαίρως εἰς τὰς τουρκικὰς ἀρχάς.	[875, 779, 1148, 838]
train-crash-text: ΒΟΥΚΟΥΡΕΣΤΙΟΝ, 27. (Ἀσ. Πρές).— Δέκα ἓξ ἄτομα ἐφονεύθησαν καὶ 12 ἐτραυματίσθησαν ἐκ τῆς συγκρούσεως λεωφορείου μετὰ ἀμαξοστοιχίας εἰς ἰσόπεδον διάβασιν. Τὸ λεωφορεῖον μετέφερε ἐργάτας ἐκ τοῦ ἐργοστασίου.	[875, 895, 1148, 955]
column-rule	[384, 24, 385, 2300]
cinemas-text-2: ΠΑΛΛΑΣ: «Ἡ ἀγάπη μὲ ὁρμή». ΣΙΝΕ ΑΣΤΗΡ: «Οἱ κακοί». ΑΣΤΕΡΙΑ: «Κυνήγι». ΑΤΤΙΚΟΝ: «Τὸ γλυκὸ κορμί». ΟΛΥΜΠΙΑ: «Ἡ ἀποστολή». ΡΕΞ: «Οἱ δύο ἀνεμοδαρμένοι». ΣΕΡΡΑΙ: «Ἡ κάρπωση». ΤΙΤΑΝΙΑ: «Ἐκδίκησις μέχρι θανάτου». ΣΠΛΕΝΤΙΤ: «Ὁ πόλεμος τῶν κόσμων». ΠΑΡΘΕΝΩΝ: «Κόκκινο φῶς». ΧΑΡΙΣ: «Τὸ πάθος».	[201, 1103, 379, 1212]
radio-station: ΘΕΣΣΑΛΟΝΊΚΗΣ	[442, 57, 531, 69]
dances-text: Τοῦ ΕΚΠΟΛΙΤΙΣΤΙΚΟΥ ΟΜΙΛΟΥ ΑΝΑΛΗΨΕΩΣ, 22 Φεβρ. εἰς τὸ Καλλιμάρμαρον. Τοῦ ΣΥΛΛΟΓΟΥ ΠΕΛΟΠΟΝΝΗΣΙΩΝ, εἰς τὴν αἴθουσαν τοῦ ξενοδοχείου.	[201, 765, 379, 819]
fashion-text: ΠΑΡΙΣΙΟΙ, 27. (Ρόυτερ).— Ἡ μόδα τοῦ 1930 μὲ τὰς μαξὶ φούστας καὶ τὰ σοβαρὰ χρώματα ἐπανῆλθεν εἰς τὴν παρουσίασιν τῆς νέας κολλεξιὸν τοῦ οἴκου Σαὶν Λωράν. Τὰ μοντέλα ἦσαν ἁπλᾶ, μὲ φωτεινὰ χρώματα καὶ λεπτὰ ὑφάσματα. Οἱ παρευρεθέντες ἐπεφύλαξαν θερμὰ χειροκροτήματα διὰ τὰς νέας δημιουργίας.	[594, 1498, 787, 1617]
section-title-mourning: Πένθη	[28, 883, 123, 914]
headline-sabers: ΕΠΙΔΟΣΙΣ ΞΙΦΩΝ ΕΙΣ ΝΕΟΥΣ ΑΝΘΥΠΙΑΤΡΟΥΣ	[28, 24, 379, 44]
ambassador-text: ΜΟΣΧΑ, 27 (Ρόυτερ).— Ἀνεκοινώθη ὁ διορισμὸς τοῦ κ. Ἐρμόλαεφ ὡς νέου πρεσβευτοῦ εἰς τὸ Κάϊρον εἰς ἀντικατάστασιν τοῦ μέχρι τοῦδε πρεσβευτοῦ.	[875, 1285, 1148, 1333]
pimp-text: ΒΟΛΟΣ, 27.— Εἰς φυλάκισιν τριῶν ἐτῶν κατεδικάσθη ὑπὸ τοῦ Πλημμελειοδικείου ὁ 35ετὴς μαστροπός, ὁ ὁποῖος ἀπεκόμισε κέρδη 290.000 δραχμῶν ἐκ τῆς ἐκμεταλλεύσεως γυναικῶν.	[875, 1102, 1148, 1150]
cartoon-caption: (Ἡ ὀρθὴ ἀπάντησις εἰς τὴν ἄνω σελίδα)	[102, 1670, 305, 1681]
subhead-injured: 12 ΟΙ ΤΡΑΥΜΑΤΙΑΙ	[971, 883, 1053, 893]
photo-caption: Άπό ἀριστερῶν: Κ. Κάσκινος, Ν. Βούζιος, Κ. Βουρτσος, Α. Μπάλλας, Σ. Γιαννάκης, Κ. Άντωνοκάκης. Οἱ ίατροί ἐνώπιον τῶν πανεπιστημιακῶν ἀρχῶν, ὅτε ἐπεδόθησαν τὰ ξίφη.	[28, 347, 379, 382]
subhead-storm-research: ΕΡΕΥΝΑ ΤΩΝ ΘΥΕΛΛΩΝ	[1403, 735, 1532, 747]
headline-weather: Ψῦχος εἰς ὅλην τὴν χώραν	[1196, 606, 1531, 686]
column-main: Παρὰ τὰς δυσμενεῖς καιρικὰς συνθήκας ΠΟΛΛΑ ΥΔΡΟΘΗΡΑΜΑΤΑ ΕΦΟΝΕΥΘΗΣΑΝ ΚΑΤΑ ΤΑΣ ΔΥΟ ΠΡΩΤΑΣ ΗΜΕΡΑΣ ΤΗΣ «ΕΒΔΟΜΑΔΟΣ ΚΥΝΗΓΙΟΥ» ΕΙΣ ΕΒΡΟΝ Μετέχουν χίλιοι κυνηγοί ἀπὸ ὅλην τὴν χώραν.— Τὸ κυνήγι τοῦ ἀγριοχοίρου.— Ἐκδηλώσεις εἰς Ἀλεξανδρούπολιν.— Ὁμιλία τοῦ κ. Ματθαίου εἰς ἐγκαίνια ἐκθέσεως Ὁ ὑπουργὸς γεωργίας κ. Ματθαίου καὶ ἄλλοι ἐπίσημοι εἰς τὸ βασικὸν περίπτερον «Τρεῖς Βρύσαι», μὲ τοὺς πρωτοπόρους κυνηγοὺς ἀπὸ ὅλας τὰς περιοχὰς τῆς χώρας. ΑΛΕΞΑΝΔΡΟΥΠΟΛΙΣ, 27.— Μὲ συμμετοχὴν χιλίων περίπου κυνηγῶν ἀπὸ ὅλα τὰ διαμερίσματα τῆς χώρας, ἐξ ὧν ἀπὸ τὴν Ἰταλίαν καὶ Γαλλίαν, ἤρχισεν ἡ «Ἑβδομὰς Κυνηγίου» εἰς τὸν Ἕβρον. Ἕνας ἀγγλικὸς βάρκος ἐπισκέπτεται τὰς ἐκβολὰς τοῦ ποταμοῦ. Εἰς τὰς δύο πρώτας ἡμέρας ἐφονεύθησαν πολλὰ ὑδροθηράματα, πάπιαι, χῆνες καὶ ἀγριόπαπιαι, παρὰ τὰς δυσμενεῖς καιρικὰς συνθήκας. Οἱ κυνηγοὶ συγκεντρώθησαν εἰς τὴν περιοχὴν τῶν Φερῶν. Ἡ ἑβδομὰς ὀργανώνεται ὑπὸ τῆς Κυνηγετικῆς Ὁμοσπονδίας Μακεδονίας — Θράκης, ἐν συνεργασίᾳ μετὰ τοῦ Ἑλληνικοῦ Ὀργανισμοῦ Τουρισμοῦ. Οἱ ξένοι κυνηγοὶ ἐξέφρασαν τὴν ἱκανοποίησίν των διὰ τὴν ὀργάνωσιν καὶ τὴν ἀφθονίαν τοῦ θηράματος εἰς τὸ Δέλτα τοῦ Ἕβρου. Η ΟΜΙΛΙΑ ΤΟΥ Κ. ΜΑΤΘΑΙΟΥ Ὁμιλῶν ὁ κ. Ματθαίου κατὰ τὰ ἐγκαίνια τῆς ἐκθέσεως, ἐτόνισε τὴν σημασίαν τοῦ ἐγχωρίου κυνηγίου διὰ τὴν οἰκονομίαν τῆς περιοχῆς καὶ ὑπεγράμμισεν ὅτι ἡ Κυβέρνησις θὰ μεριμνήσῃ διὰ τὴν προστασίαν τοῦ θηράματος καὶ τὴν ἀνάπτυξιν τοῦ κυνηγετικοῦ τουρισμοῦ. Εἰς τὴν ἔκθεσιν παρουσιάζονται ἀντικείμενα ἐκ τοῦ κυνηγίου καὶ τῆς ἁλιείας. Ἐπηκολούθησε δεξίωσις εἰς τὸ Δημαρχεῖον Ἀλεξανδρουπόλεως, κατὰ τὴν ὁποίαν ὁ Δήμαρχος ἐπέδωσε ἀναμνηστικὰ εἰς τοὺς ἐκπροσώπους τῶν ξένων κυνηγετικῶν συλλόγων. Παρέστησαν ὁ Νομάρχης, ὁ Μητροπολίτης καὶ αἱ στρατιωτικαὶ ἀρχαί. Η ΔΕΥΤΕΡΑ ΗΜΕΡΑ Σήμερον, δευτέραν ἡμέραν, αἱ ἐκδρομαὶ τῶν κυνηγῶν ἐπεκτάθησαν μέχρι τῶν ἐκβολῶν τοῦ ποταμοῦ. Ἀπὸ τὸ ἀπόγευμα ἐπεκράτησαν ἰσχυροὶ ἄνεμοι καὶ βροχή. Παρ' ὅλα ταῦτα οἱ κυνηγοὶ δὲν ἐγκατέλειψαν τὰ παρατηρητήρια καὶ τὸ ἀποτέλεσμα ἦτο ἱκανοποιητικόν. Τὸ πρόγραμμα τῆς ἑβδομάδος περιλαμβάνει καὶ κυνήγι ἀγριοχοίρων εἰς τὰ δάση τῆς Δαδιᾶς. ΤΡΙΑ ΣΟΒΙΕΤΙΚΑ ΠΟΛΕΜΙΚΑ ΚΑΤΕΥΘΥΝΟΝΤΑΙ ΕΙΣ ΜΕΣΟΓΕΙΟΝ ΔΙΕΠΛΕΥΣΑΝ ΤΩΝ ΒΟΣΠΟΡΟΝ ΚΩΝΣΤΑΝΤΙΝΟΥΠΟΛΙΣ, 27. (Ἀσ. Πρές).— Τρία σοβιετικὰ πολεμικὰ, ἓν ἀντιτορπιλλικὸν καὶ δύο ὑποβρύχια, διέπλευσαν σήμερον τὸν Βόσπορον κατευθυνόμενα πρὸς τὴν Μεσόγειον. Ἡ διέλευσις ἀνηγγέλθη ἐγκαίρως εἰς τὰς τουρκικὰς ἀρχάς. ΔΕΚΑ ΕΞ ΝΕΚΡΟΙ ΕΚ ΤΗΣ ΣΥΓΚΡΟΥΣΕΩΣ ΑΥΤΟΚΙΝΗΤΟΥ ΜΕΤΑ ΑΜΑΞΟΣΤΟΙΧΙΑΣ 12 ΟΙ ΤΡΑΥΜΑΤΙΑΙ ΒΟΥΚΟΥΡΕΣΤΙΟΝ, 27. (Ἀσ. Πρές).— Δέκα ἓξ ἄτομα ἐφονεύθησαν καὶ 12 ἐτραυματίσθησαν ἐκ τῆς συγκρούσεως λεωφορείου μετὰ ἀμαξοστοιχίας εἰς ἰσόπεδον διάβασιν. Τὸ λεωφορεῖον μετέφερε ἐργάτας ἐκ τοῦ ἐργοστασίου. ΕΤΡΑΥΜΑΤΙΣΘΗ ΕΝΙΣ ΕΚΔΙΚΑΤΟ ΑΠΟ ΔΙΔΟΝ ΦΟΥΡΝΕΛΛΟΥ ΑΦΟΥ ΔΙΕΤΡΗΣΕ ΤΗΝ ΣΤΕΓΗΝ ΤΗΣ ΠΥΡΓΟΣ, 27.— Εἰς τὸ Περιφερειακὸν Νοσοκομεῖον μετεφέρθη ἐτραυματισμένη οἰκοκυρά, ἀφοῦ λίθος ἐκ τοῦ φούρνου διέτρησε τὴν στέγην τῆς οἰκίας της. ΦΥΛΑΚΙΣΙΣ ΤΡΙΩΝ ΕΤΩΝ ΕΙΣ ΜΑΣΤΡΟΠΟΝ ΑΠΕΚΟΜΙΣΕ ΚΕΡΔΗ 290.000 ΔΡΑΧΜΩΝ ΒΟΛΟΣ, 27.— Εἰς φυλάκισιν τριῶν ἐτῶν κατεδικάσθη ὑπὸ τοῦ Πλημμελειοδικείου ὁ 35ετὴς μαστροπός, ὁ ὁποῖος ἀπεκόμισε κέρδη 290.000 δραχμῶν ἐκ τῆς ἐκμεταλλεύσεως γυναικῶν. 31 ΕΦΟΝΕΥΘΗΣΑΝ ΕΙΣ ΑΝΑΤΡΟΠΗΝ ΛΕΩΦΟΡΕΙΟΥ ΕΙΣ ΤΗΝ ΙΝΔΙΑΝ ΒΑΡΕ ΙΑΝΤ, 27.— Τριάκοντα εἷς ἄνθρωποι ἐφονεύθησαν καὶ πολλοὶ ἐτραυματίσθησαν ὅταν λεωφορεῖον ἀνετράπη καὶ ἔπεσεν εἰς χαράδραν. ΝΕΟΣ ΡΩΣΣΟΣ ΠΡΕΣΒΕΥΤΗΣ ΕΙΣ ΤΗΝ ΑΙΓΥΠΤΟΝ ΜΟΣΧΑ, 27 (Ρόυτερ).— Ἀνεκοινώθη ὁ διορισμὸς τοῦ κ. Ἐρμόλαεφ ὡς νέου πρεσβευτοῦ εἰς τὸ Κάϊρον εἰς ἀντικατάστασιν τοῦ μέχρι τοῦδε πρεσβευτοῦ. Η ΓΑΛΛΙΚΗ ΥΨΗΛΗ ΡΑΠΤΙΚΗ Ἐπανέρχεται ἡ μόδα τοῦ 1930 μὲ τὴν κολλεξιὸν Σαὶν Λωρὰν ΜΑΞΙ ΦΟΥΣΤΕΣ ΚΑΙ ΤΑ ΣΟΒΑΡΑ ΧΡΩΜΑΤΑ.— ΤΑ ΑΠΛΑ ΚΑΙ ΣΥΝΗΘΗΤΙΚΑ ΜΟΝΤΕΛΑ ΜΟΥΛΥΝΩ.— ΕΠΙΚΡΑΤΕΙ ΤΟ ΦΩΣ ΠΑΡΙΣΙΟΙ, 27. (Ρόυτερ).— Ἡ μόδα τοῦ 1930 μὲ τὰς μαξὶ φούστας καὶ τὰ σοβαρὰ χρώματα ἐπανῆλθεν εἰς τὴν παρουσίασιν τῆς νέας κολλεξιὸν τοῦ οἴκου Σαὶν Λωράν. Τὰ μοντέλα ἦσαν ἁπλᾶ, μὲ φωτεινὰ χρώματα καὶ λεπτὰ ὑφάσματα. Οἱ παρευρεθέντες ἐπεφύλαξαν θερμὰ χειροκροτήματα διὰ τὰς νέας δημιουργίας. ΠΑΡΙΣΙΟΙ, 27 (Ρόυτερ).— Ὁ οἶκος Νίνα Ρίτσι παρουσίασε τὰ νέα μοντέλα τῆς ἀνοίξεως. Ἡ νέα γραμμὴ βασίζεται εἰς τὴν ἁπλότητα καὶ τὴν κομψότητα, μὲ μακριὰ φορέματα διὰ τὸ ἑσπέρας. Η «ΜΑΚΕΔΟΝΙΑ» ΕΙΣ ΤΟΝ ΚΑΝΑΔΑΝ Ἡ «Μακεδονία» θὰ κυκλοφορῇ εἰς τὸν Καναδᾶν ἀπὸ τοῦ Μαρτίου μὲ εἰδικὴν ἀεροπορικὴν ἀποστολήν. Πληροφορίαι: 110 Wellington Str. West TORONTO 1 - ONTARIO CANADA	[594, 24, 1148, 1617]
program-b-title: Β' ΠΡΟΓΡΑΜΜΑ	[444, 254, 529, 266]
subhead-bosporus: ΔΙΕΠΛΕΥΣΑΝ ΤΩΝ ΒΟΣΠΟΡΟΝ	[941, 766, 1081, 777]
program-b-text: 6.30 Γυμναστική. 6.50 Δελτίον καιροῦ. 7 Ἐλαφρὰ μουσικὴ. 7.15 Μουσικὴ. 8.40 Ἑλληνικὰ τραγούδια. 9 Παραδοσιακὴ μουσική. 10.15 Ἄσματα ὑπὸ Φιλ. Καλλούδη. 10.30 Μελωδίαι. 11.30 Ραδιοφωνικὸν θέατρον. 12.30 Ἡ ὥρα τῶν παιδιῶν. 13.15 Μουσικὴ. 14 Εἰδήσεις. 14.15 Ἑλληνικὰ τραγούδια. 15.30 Ἐκπομπὴ διὰ τὰς ἐνόπλους δυνάμεις. 17 Εἰδήσεις. 18.30 Ἡ ὥρα τοῦ ἀγρότου. 19 Μουσικὴ δωματίου. 20.30 Ραδιοφωνικὴ συναυλία. 22 Εἰδήσεις. 23 Μουσικὴ. 24 Εἰδήσεις.	[389, 268, 585, 410]
deck-hunting: Μετέχουν χίλιοι κυνηγοί ἀπὸ ὅλην τὴν χώραν.— Τὸ κυνήγι τοῦ ἀγριοχοίρου.— Ἐκδηλώσεις εἰς Ἀλεξανδρούπολιν.— Ὁμιλία τοῦ κ. Ματθαίου εἰς ἐγκαίνια ἐκθέσεως	[596, 151, 1146, 215]
makedonia-canada-text: Ἡ «Μακεδονία» θὰ κυκλοφορῇ εἰς τὸν Καναδᾶν ἀπὸ τοῦ Μαρτίου μὲ εἰδικὴν ἀεροπορικὴν ἀποστολήν. Πληροφορίαι: 110 Wellington Str. West TORONTO 1 - ONTARIO CANADA	[1003, 1394, 1142, 1481]
headline-new-ambassador: ΝΕΟΣ ΡΩΣΣΟΣ ΠΡΕΣΒΕΥΤΗΣ ΕΙΣ ΤΗΝ ΑΙΓΥΠΤΟΝ	[894, 1254, 1129, 1283]
